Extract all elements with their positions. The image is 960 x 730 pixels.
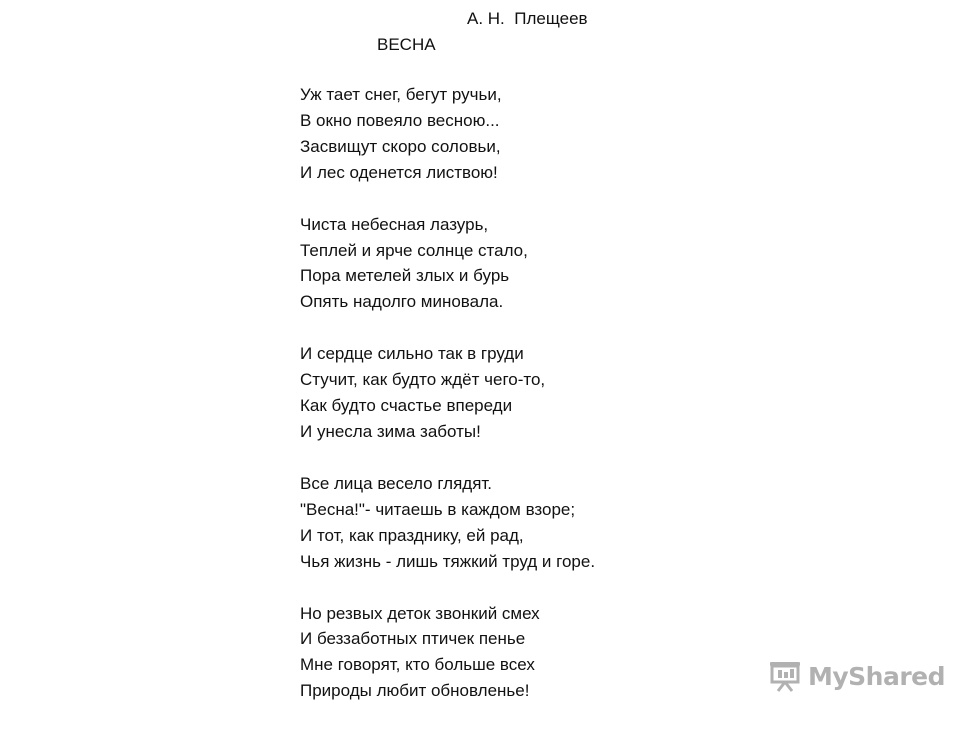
watermark-text: MyShared (808, 661, 946, 691)
author-name: А. Н. Плещеев (467, 9, 588, 28)
poem-line: Чья жизнь - лишь тяжкий труд и горе. (300, 551, 596, 571)
poem-line: В окно повеяло весною... (300, 110, 500, 130)
presentation-screen-icon (768, 659, 802, 693)
poem-line: Природы любит обновленье! (300, 681, 530, 701)
poem-line: И лес оденется листвою! (300, 162, 498, 182)
poem-line: Все лица весело глядят. (300, 473, 493, 493)
watermark-logo (768, 656, 945, 696)
poem-line: Но резвых деток звонкий смех (300, 603, 540, 623)
stanza (300, 82, 720, 186)
poem-line: Чиста небесная лазурь, (300, 214, 489, 234)
poem-line: "Весна!"- читаешь в каждом взоре; (300, 499, 576, 519)
poem-line: И беззаботных птичек пенье (300, 629, 526, 649)
stanza (300, 471, 720, 575)
poem-line: Пора метелей злых и бурь (300, 266, 510, 286)
poem-line: Опять надолго миновала. (300, 292, 504, 312)
poem-title: ВЕСНА (377, 35, 436, 54)
stanza (300, 212, 720, 316)
poem-line: И сердце сильно так в груди (300, 344, 524, 364)
poem-line: Как будто счастье впереди (300, 396, 513, 416)
poem-line: Уж тает снег, бегут ручьи, (300, 85, 502, 104)
poem-body (300, 82, 720, 730)
poem-line: Засвищут скоро соловьи, (300, 136, 501, 156)
stanza (300, 341, 720, 445)
poem-line: И тот, как празднику, ей рад, (300, 525, 524, 545)
poem-line: И унесла зима заботы! (300, 421, 481, 441)
stanza (300, 601, 720, 705)
poem-line: Теплей и ярче солнце стало, (300, 240, 528, 260)
poem-line: Стучит, как будто ждёт чего-то, (300, 370, 546, 390)
poem-line: Мне говорят, кто больше всех (300, 655, 535, 675)
